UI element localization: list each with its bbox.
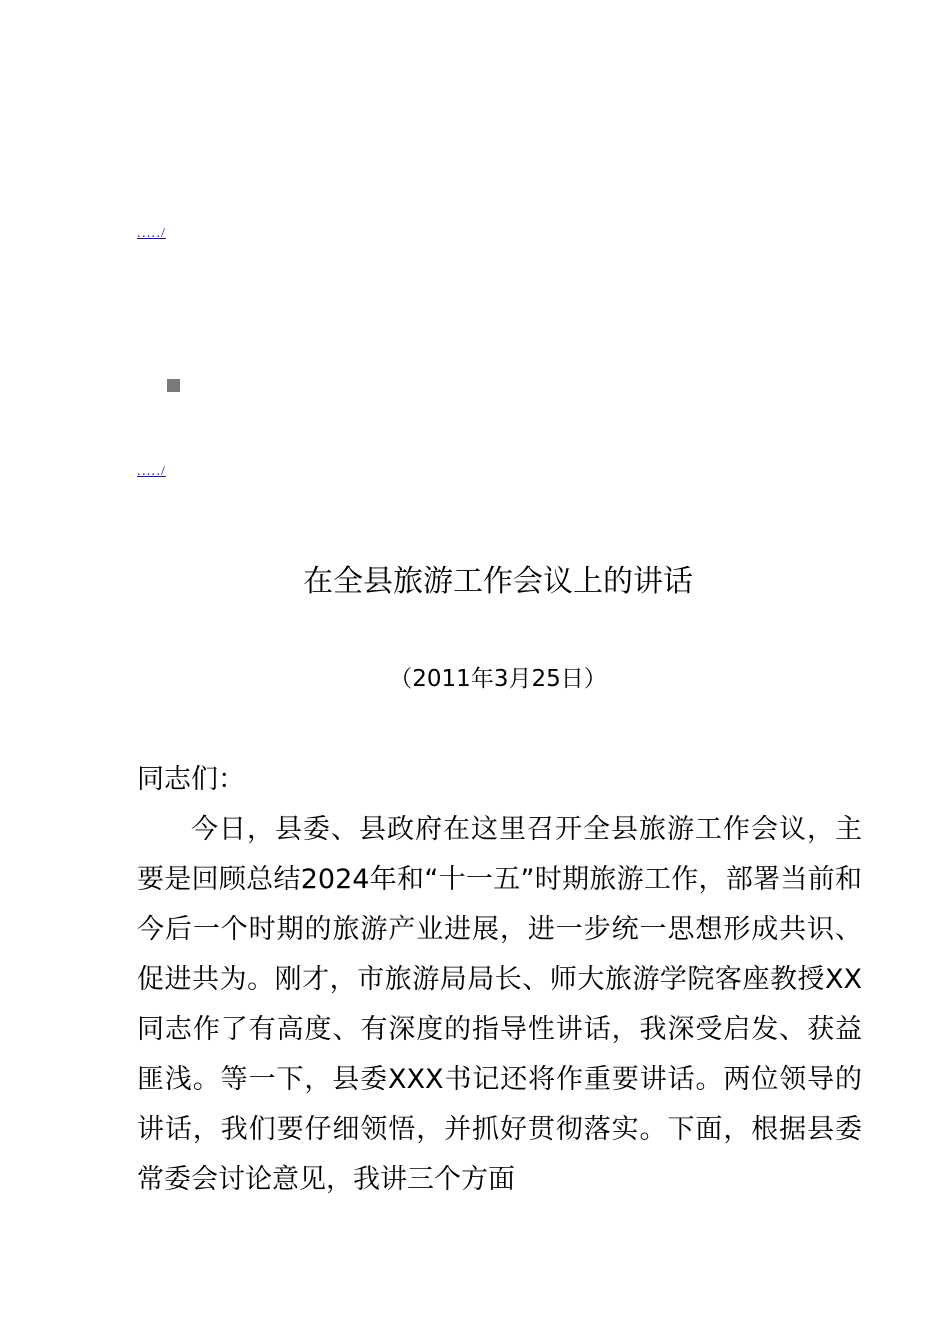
salutation: 同志们： (137, 764, 245, 795)
header-link[interactable]: .…./ (137, 226, 166, 241)
body-paragraph: 今日，县委、县政府在这里召开全县旅游工作会议，主要是回顾总结2024年和“十一五”时期旅游工作，部署当前和今后一个时期的旅游产业进展，进一步统一思想形成共识、促进共为。刚才，市旅游局局长、师大旅游学院客座教授XX同志作了有高度、有深度的指导性讲话，我深受启发、获益匪浅。等一下，县委XXX书记还将作重要讲话。两位领导的讲话，我们要仔细领悟，并抓好贯彻落实。下面，根据县委常委会讨论意见，我讲三个方面 (137, 814, 862, 1195)
document-date: （2011年3月25日） (389, 666, 607, 692)
document-title: 在全县旅游工作会议上的讲话 (303, 564, 693, 599)
header-link[interactable]: .…./ (137, 464, 166, 479)
square-bullet-icon (167, 379, 180, 392)
